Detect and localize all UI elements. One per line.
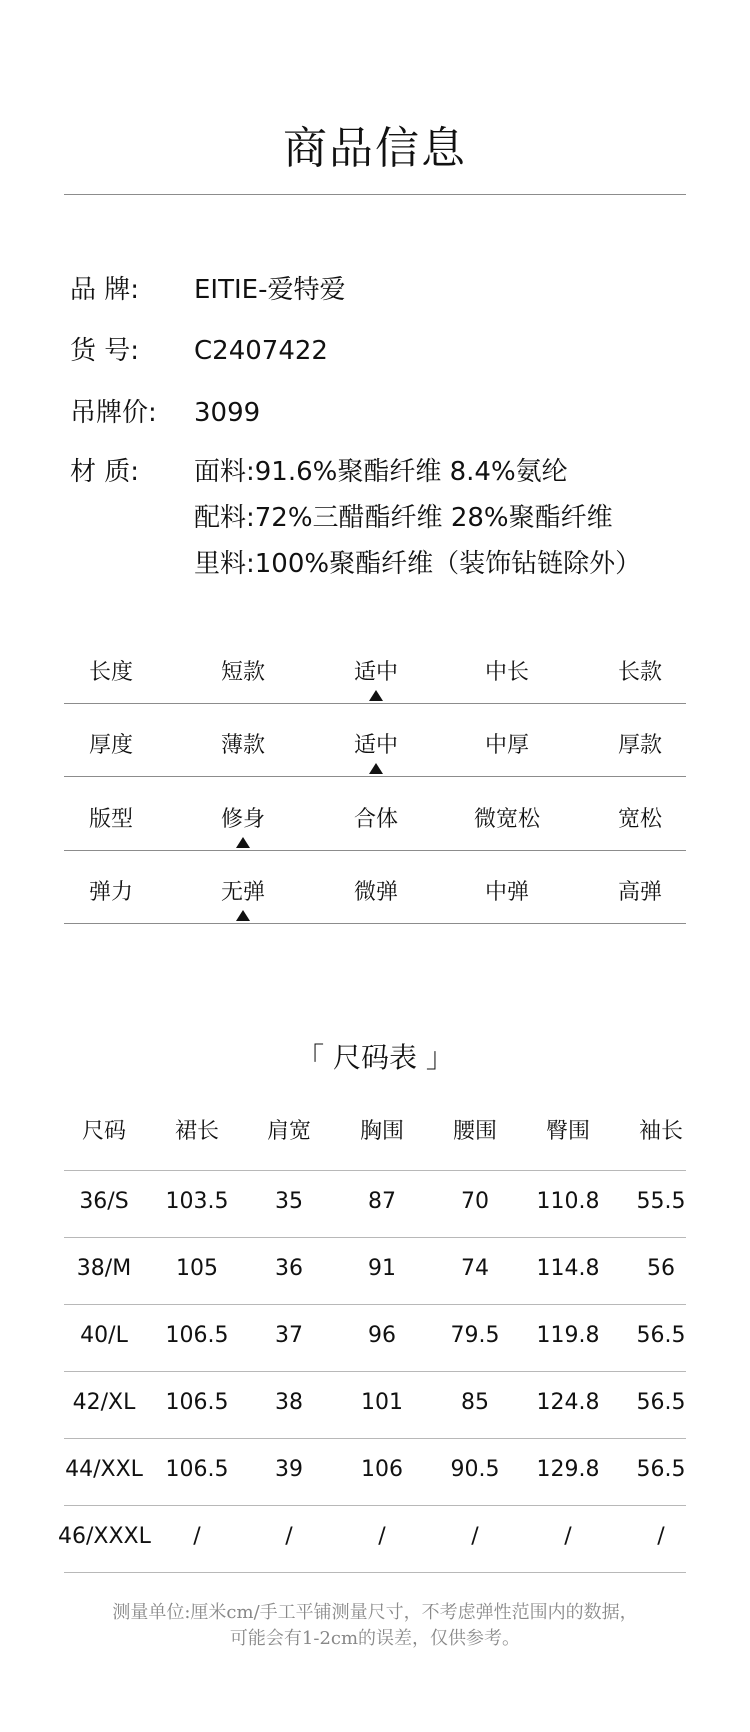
- page-title: 商品信息: [283, 123, 467, 174]
- attribute-name: 厚度: [88, 733, 133, 758]
- tag-price-value: 3099: [194, 398, 261, 428]
- size-table-header: [64, 1112, 686, 1171]
- measurement-cell: 96: [368, 1323, 396, 1348]
- attribute-option: 长款: [617, 660, 662, 685]
- measurement-cell: 124.8: [536, 1390, 600, 1415]
- measurement-cell: 106: [361, 1457, 403, 1482]
- table-row: [58, 1506, 686, 1573]
- attribute-option: 薄款: [220, 733, 265, 758]
- attribute-option: 中厚: [484, 733, 529, 758]
- size-cell: 38/M: [76, 1256, 132, 1281]
- measurement-cell: 103.5: [165, 1189, 229, 1214]
- selected-marker-icon: [236, 910, 250, 921]
- attribute-row: [64, 658, 686, 731]
- attribute-divider: [64, 923, 686, 924]
- measurement-cell: 35: [275, 1189, 303, 1214]
- measurement-cell: 38: [275, 1390, 303, 1415]
- attribute-option: 中弹: [484, 880, 529, 905]
- measurement-cell: 79.5: [450, 1323, 500, 1348]
- measurement-cell: 87: [368, 1189, 396, 1214]
- measurement-note-line2: 可能会有1-2cm的误差，仅供参考。: [229, 1628, 521, 1649]
- title-divider: [64, 194, 686, 195]
- table-row: [64, 1439, 686, 1506]
- measurement-cell: 101: [361, 1390, 403, 1415]
- column-header: 胸围: [359, 1119, 404, 1144]
- brand-label: 品 牌:: [70, 275, 140, 305]
- column-header: 袖长: [638, 1119, 683, 1144]
- material-value: [194, 449, 641, 587]
- column-header: 腰围: [452, 1119, 497, 1144]
- selected-marker-icon: [369, 763, 383, 774]
- selected-marker-icon: [236, 837, 250, 848]
- measurement-cell: 110.8: [536, 1189, 600, 1214]
- attribute-divider: [64, 703, 686, 704]
- measurement-cell: 74: [461, 1256, 489, 1281]
- measurement-cell: 55.5: [636, 1189, 686, 1214]
- table-row: [64, 1372, 686, 1439]
- measurement-cell: /: [193, 1524, 201, 1549]
- measurement-cell: 56.5: [636, 1390, 686, 1415]
- table-row: [64, 1238, 686, 1305]
- attribute-option: 高弹: [617, 880, 662, 905]
- measurement-cell: /: [471, 1524, 479, 1549]
- measurement-cell: 85: [461, 1390, 489, 1415]
- size-cell: 46/XXXL: [58, 1524, 151, 1549]
- selected-marker-icon: [369, 690, 383, 701]
- material-fabric: 面料:91.6%聚酯纤维 8.4%氨纶: [194, 457, 568, 487]
- column-header: 裙长: [174, 1119, 219, 1144]
- measurement-cell: 119.8: [536, 1323, 600, 1348]
- attribute-option: 微宽松: [473, 807, 540, 832]
- brand-value: EITIE-爱特爱: [194, 275, 346, 305]
- measurement-cell: 39: [275, 1457, 303, 1482]
- attribute-option: 修身: [220, 807, 265, 832]
- column-header: 臀围: [545, 1119, 590, 1144]
- size-cell: 40/L: [80, 1323, 128, 1348]
- material-label: 材 质:: [70, 457, 140, 487]
- attribute-divider: [64, 850, 686, 851]
- measurement-note-line1: 测量单位:厘米cm/手工平铺测量尺寸，不考虑弹性范围内的数据，: [112, 1602, 638, 1623]
- size-cell: 44/XXL: [65, 1457, 143, 1482]
- item-no-value: C2407422: [194, 336, 328, 366]
- attribute-option: 微弹: [353, 880, 398, 905]
- measurement-cell: 37: [275, 1323, 303, 1348]
- table-row: [64, 1171, 686, 1238]
- attribute-option: 短款: [220, 660, 265, 685]
- attribute-divider: [64, 776, 686, 777]
- attribute-option: 适中: [353, 733, 398, 758]
- measurement-cell: 70: [461, 1189, 489, 1214]
- attribute-name: 长度: [88, 660, 133, 685]
- column-header: 尺码: [81, 1119, 126, 1144]
- item-no-label: 货 号:: [70, 336, 140, 366]
- attribute-option: 宽松: [617, 807, 662, 832]
- material-lining: 里料:100%聚酯纤维（装饰钻链除外）: [194, 549, 642, 579]
- measurement-cell: /: [657, 1524, 665, 1549]
- attribute-name: 弹力: [88, 880, 133, 905]
- measurement-cell: 56: [647, 1256, 675, 1281]
- size-cell: 36/S: [79, 1189, 129, 1214]
- measurement-cell: /: [564, 1524, 572, 1549]
- column-header: 肩宽: [266, 1119, 311, 1144]
- attribute-option: 无弹: [220, 880, 265, 905]
- attribute-name: 版型: [88, 807, 133, 832]
- tag-price-label: 吊牌价:: [70, 398, 157, 428]
- size-table: [58, 1112, 686, 1573]
- measurement-cell: 129.8: [536, 1457, 600, 1482]
- measurement-cell: 106.5: [165, 1323, 229, 1348]
- attribute-row: [64, 878, 686, 951]
- attribute-row: [64, 731, 686, 804]
- attribute-option: 合体: [353, 807, 398, 832]
- measurement-cell: 105: [176, 1256, 218, 1281]
- material-trim: 配料:72%三醋酯纤维 28%聚酯纤维: [194, 503, 613, 533]
- measurement-cell: 56.5: [636, 1323, 686, 1348]
- measurement-cell: 114.8: [536, 1256, 600, 1281]
- size-cell: 42/XL: [72, 1390, 136, 1415]
- measurement-cell: /: [378, 1524, 386, 1549]
- measurement-cell: 90.5: [450, 1457, 500, 1482]
- attribute-option: 厚款: [617, 733, 662, 758]
- measurement-cell: 91: [368, 1256, 396, 1281]
- measurement-cell: 106.5: [165, 1457, 229, 1482]
- attribute-row: [64, 805, 686, 878]
- measurement-cell: 36: [275, 1256, 303, 1281]
- measurement-cell: 106.5: [165, 1390, 229, 1415]
- measurement-cell: /: [285, 1524, 293, 1549]
- attribute-option: 中长: [484, 660, 529, 685]
- measurement-cell: 56.5: [636, 1457, 686, 1482]
- table-row: [64, 1305, 686, 1372]
- attribute-option: 适中: [353, 660, 398, 685]
- size-chart-title: 「 尺码表 」: [296, 1041, 454, 1074]
